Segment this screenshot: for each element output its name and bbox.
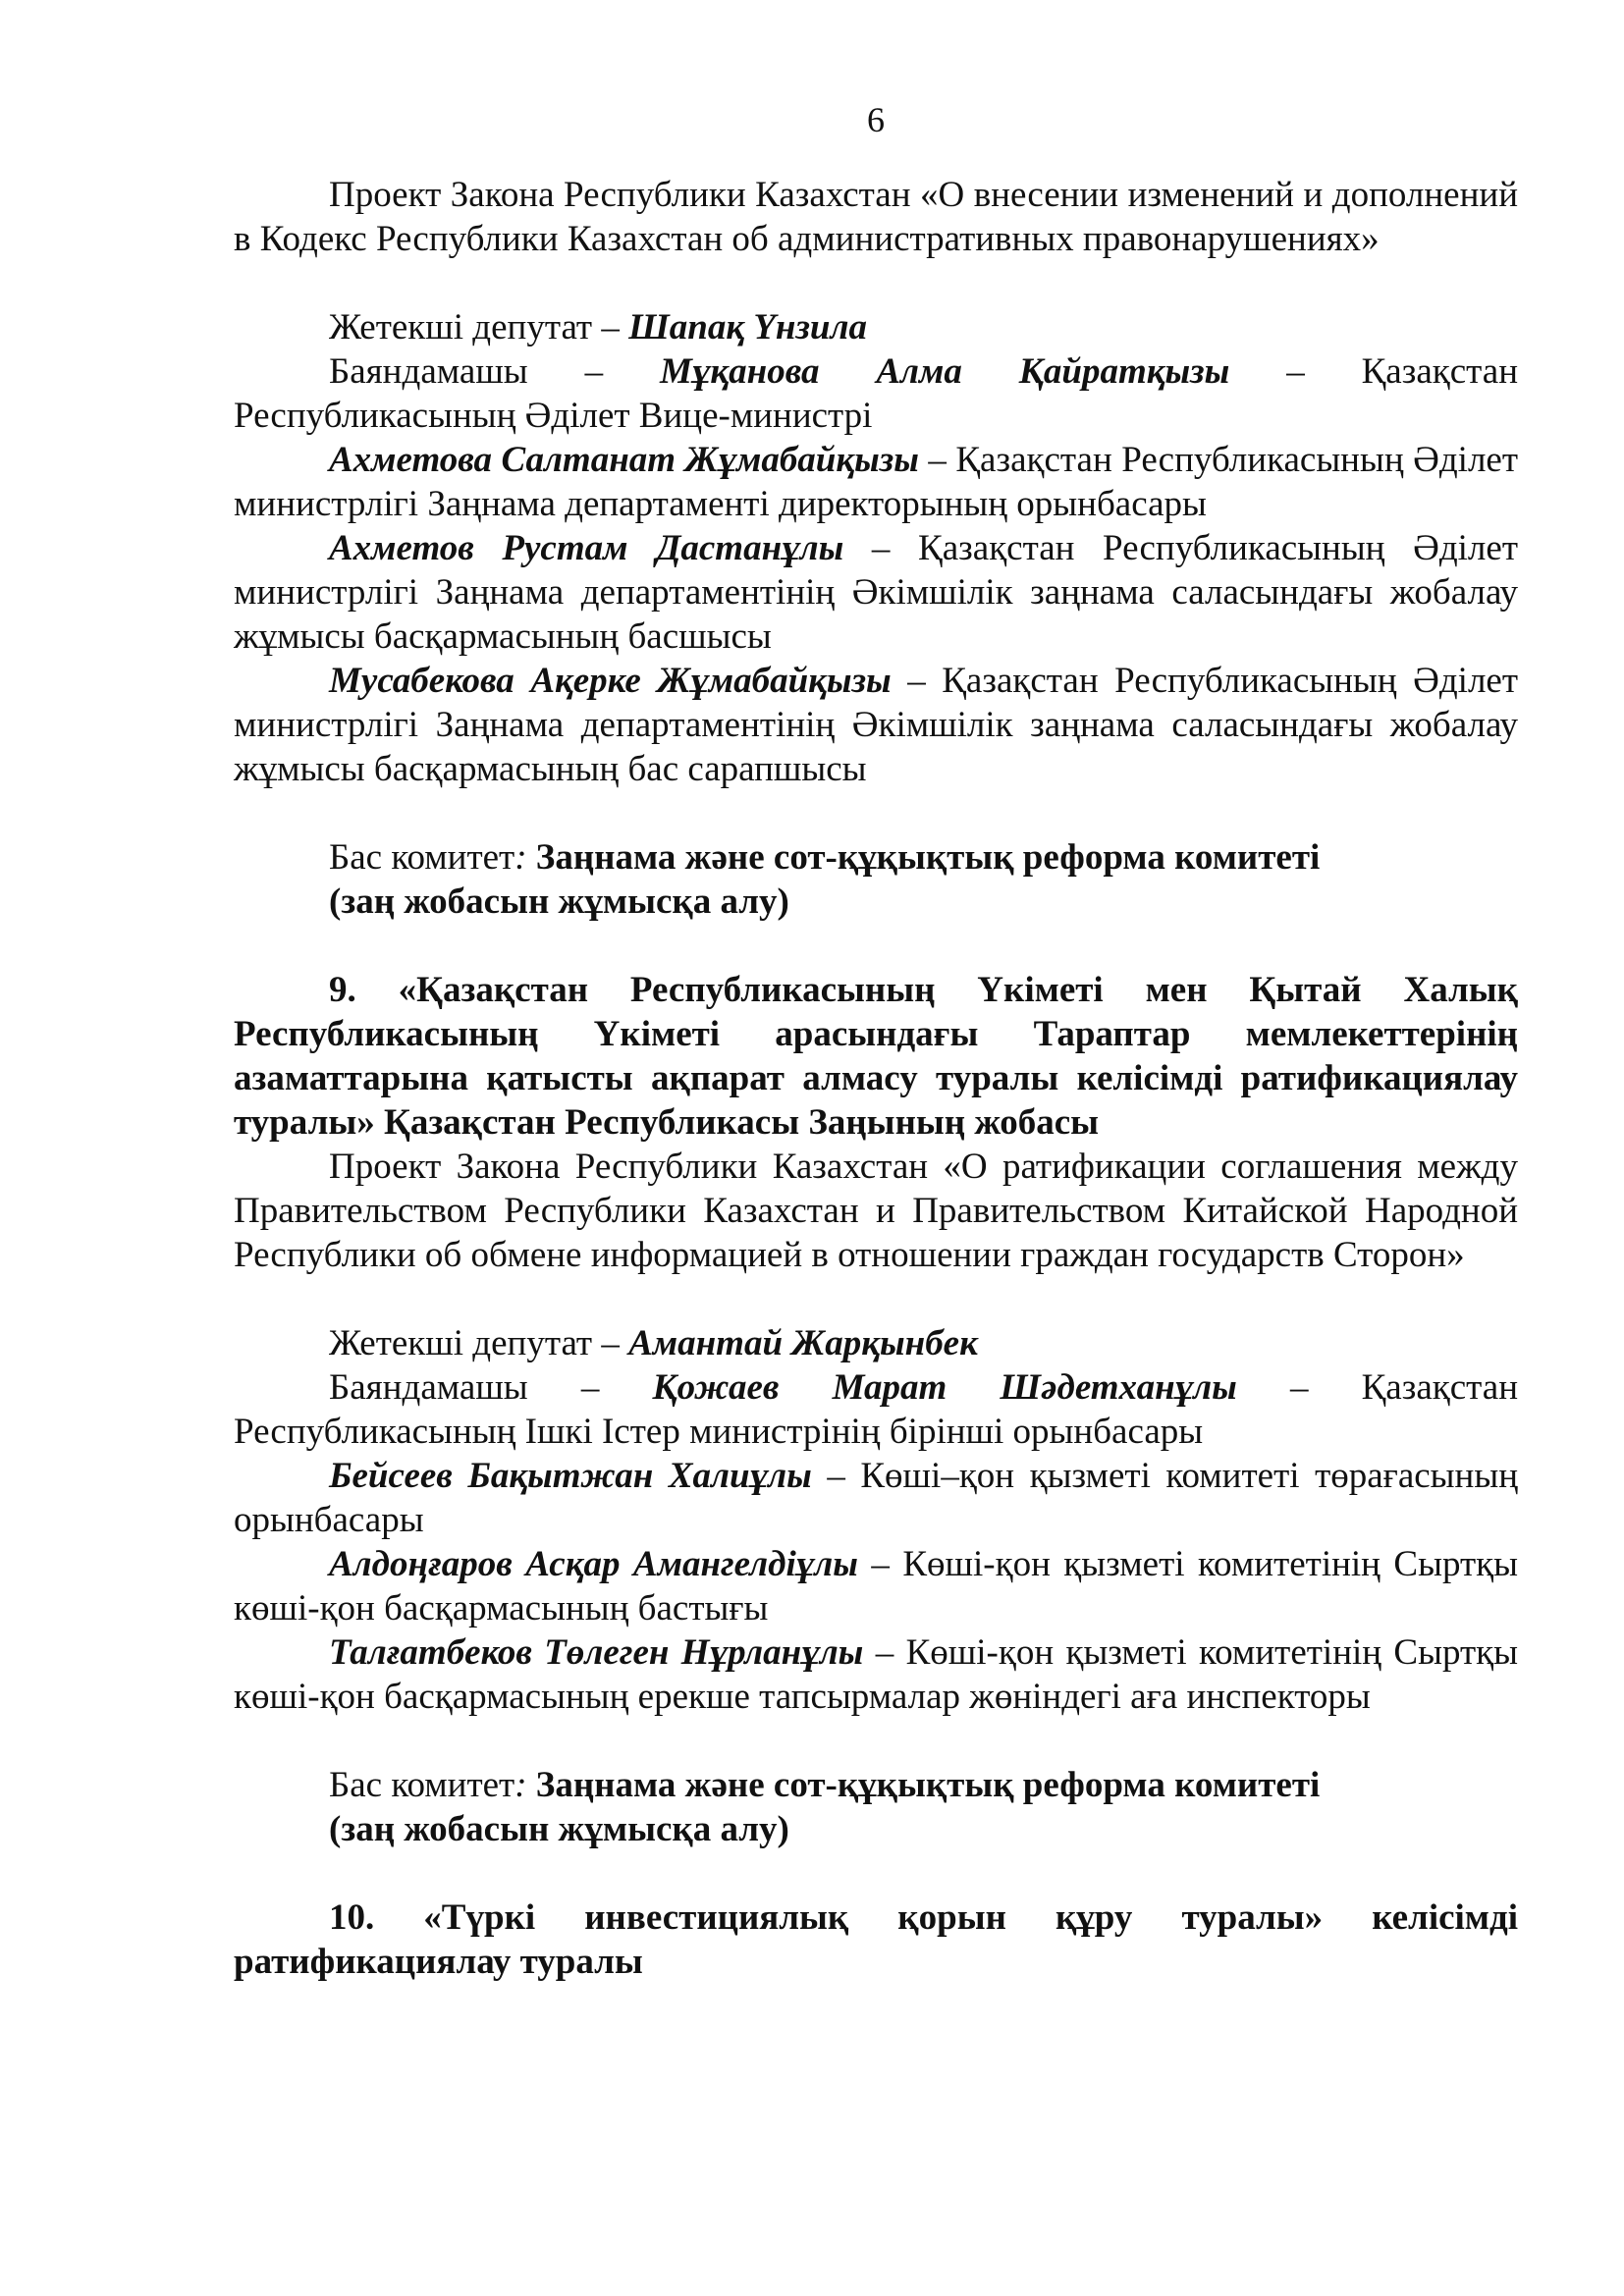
item8-cospeaker bbox=[234, 526, 1518, 659]
lead-deputy-label: Жетекші депутат – bbox=[329, 1323, 629, 1363]
item8-cospeaker bbox=[234, 438, 1518, 526]
item8-committee bbox=[234, 835, 1518, 880]
committee-label: Бас комитет bbox=[329, 1765, 515, 1805]
speaker-role: – Қазақстан Республикасының Әділет Вице-министрі bbox=[234, 351, 1518, 436]
item9-cospeaker bbox=[234, 1630, 1518, 1719]
item8-lead-deputy bbox=[234, 305, 1518, 349]
cospeaker-role: – Көші-қон қызметі комитетінің Сыртқы көші-қон басқармасының ерекше тапсырмалар жөніндегі аға инспекторы bbox=[234, 1632, 1518, 1717]
item8-cospeaker bbox=[234, 659, 1518, 791]
item9-cospeaker bbox=[234, 1454, 1518, 1542]
cospeaker-name: Ахметов Рустам Дастанұлы bbox=[329, 528, 844, 568]
cospeaker-name: Мусабекова Ақерке Жұмабайқызы bbox=[329, 661, 892, 701]
committee-name: Заңнама және сот-құқықтық реформа комитеті bbox=[535, 837, 1321, 878]
item8-ru-title: Проект Закона Республики Казахстан «О внесении изменений и дополнений в Кодекс Республики Казахстан об административных правонарушениях» bbox=[234, 175, 1518, 259]
lead-deputy-name: Шапақ Үнзила bbox=[628, 307, 867, 347]
cospeaker-role: – Қазақстан Республикасының Әділет министрлігі Заңнама департаменті директорының орынбасары bbox=[234, 440, 1519, 524]
speaker-role: – Қазақстан Республикасының Ішкі Істер министрінің бірінші орынбасары bbox=[234, 1367, 1519, 1452]
item9-lead-deputy bbox=[234, 1321, 1518, 1365]
speaker-name: Қожаев Марат Шәдетханұлы bbox=[652, 1367, 1237, 1408]
committee-label: Бас комитет bbox=[329, 837, 515, 878]
cospeaker-role: – Қазақстан Республикасының Әділет министрлігі Заңнама департаментінің Әкімшілік заңнама саласындағы жобалау жұмысы басқармасының бас сарапшысы bbox=[234, 661, 1519, 789]
cospeaker-role: – Қазақстан Республикасының Әділет министрлігі Заңнама департаментінің Әкімшілік заңнама саласындағы жобалау жұмысы басқармасының басшысы bbox=[234, 528, 1518, 657]
cospeaker-name: Ахметова Салтанат Жұмабайқызы bbox=[329, 440, 919, 480]
cospeaker-role: – Көші-қон қызметі комитетінің Сыртқы көші-қон басқармасының бастығы bbox=[234, 1544, 1518, 1629]
committee-colon: : bbox=[514, 837, 536, 878]
page-number: 6 bbox=[867, 100, 885, 139]
speaker-label: Баяндамашы – bbox=[329, 351, 660, 392]
item9-ru-title: Проект Закона Республики Казахстан «О ратификации соглашения между Правительством Республики Казахстан и Правительством Китайской Народной Республики об обмене информацией в отношении граждан государств Сторон» bbox=[234, 1147, 1518, 1275]
item9-kz-title: 9. «Қазақстан Республикасының Үкіметі мен Қытай Халық Республикасының Үкіметі арасындағы Тараптар мемлекеттерінің азаматтарына қатысты ақпарат алмасу туралы келісімді ратификациялау туралы» Қазақстан Республикасы Заңының жобасы bbox=[234, 970, 1518, 1143]
committee-name: Заңнама және сот-құқықтық реформа комитеті bbox=[535, 1765, 1321, 1805]
item9-cospeaker bbox=[234, 1542, 1518, 1630]
item9-speaker bbox=[234, 1365, 1518, 1454]
item9-committee-note: (заң жобасын жұмысқа алу) bbox=[329, 1809, 789, 1849]
speaker-label: Баяндамашы – bbox=[329, 1367, 653, 1408]
lead-deputy-label: Жетекші депутат – bbox=[329, 307, 629, 347]
item9-committee bbox=[234, 1763, 1518, 1807]
committee-colon: : bbox=[514, 1765, 536, 1805]
item10-kz-title: 10. «Түркі инвестициялық қорын құру туралы» келісімді ратификациялау туралы bbox=[234, 1897, 1518, 1982]
lead-deputy-name: Амантай Жарқынбек bbox=[628, 1323, 978, 1363]
speaker-name: Мұқанова Алма Қайратқызы bbox=[660, 351, 1230, 392]
document-page bbox=[234, 98, 1518, 1984]
cospeaker-role: – Көші–қон қызметі комитеті төрағасының орынбасары bbox=[234, 1456, 1518, 1540]
item8-speaker bbox=[234, 349, 1518, 438]
cospeaker-name: Алдоңғаров Асқар Амангелдіұлы bbox=[329, 1544, 858, 1584]
item8-committee-note: (заң жобасын жұмысқа алу) bbox=[329, 881, 789, 922]
cospeaker-name: Талғатбеков Төлеген Нұрланұлы bbox=[329, 1632, 864, 1673]
cospeaker-name: Бейсеев Бақытжан Халиұлы bbox=[329, 1456, 812, 1496]
